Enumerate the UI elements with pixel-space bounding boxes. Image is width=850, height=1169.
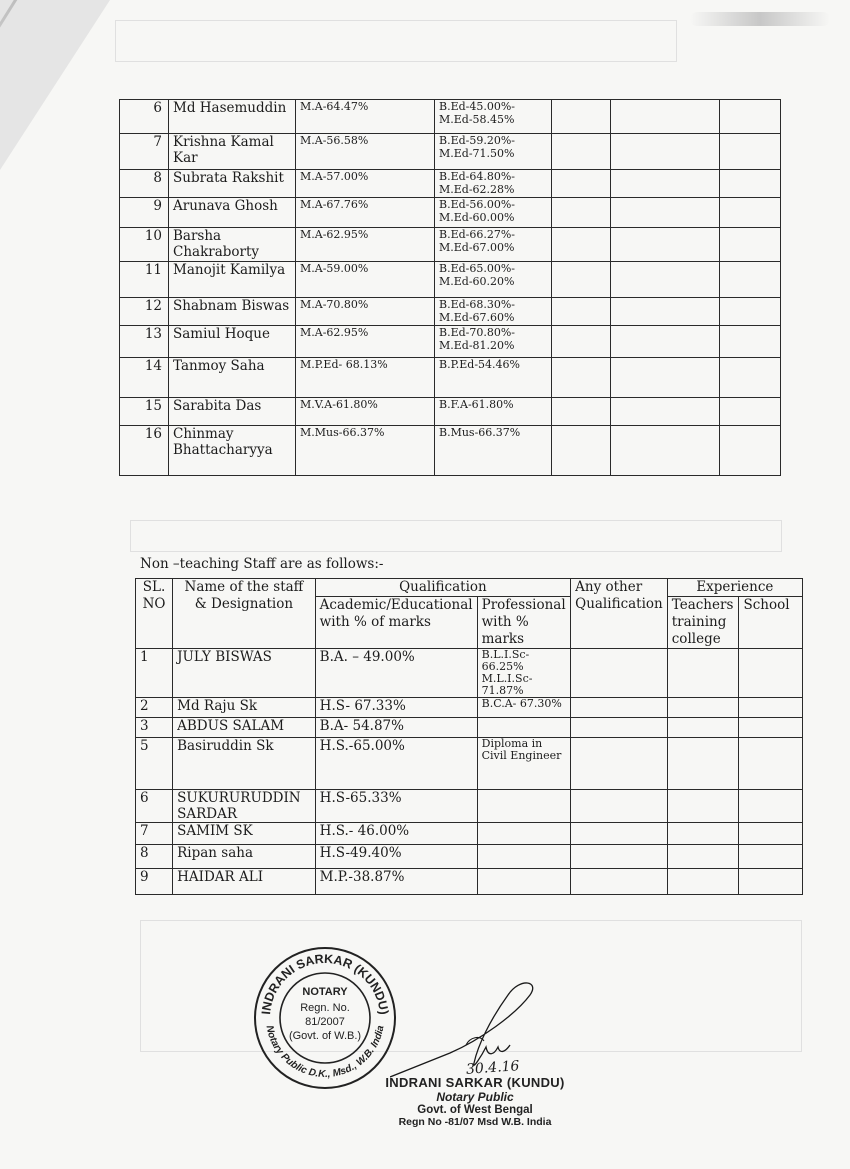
header-sl-no: SL. NO [136,579,173,649]
empty-cell [552,134,611,170]
empty-cell [739,845,803,869]
empty-cell [720,262,781,298]
ug-qualification-cell [435,134,552,170]
header-qualification: Qualification [315,579,570,597]
qualification-line: B.Mus-66.37% [439,426,521,439]
table-row [136,738,803,790]
ug-qualification-cell [435,170,552,198]
sl-cell: 13 [120,326,169,358]
empty-cell [611,426,720,476]
seal-inner-line: NOTARY [302,986,348,998]
seal-outer-text: INDRANI SARKAR (KUNDU) [259,951,391,1016]
ug-qualification-cell [435,326,552,358]
sl-cell: 16 [120,426,169,476]
seal-lower-text: Notary Public D.K., Msd., W.B. India [263,1024,387,1081]
sl-cell: 8 [136,845,173,869]
sl-cell: 11 [120,262,169,298]
empty-cell [552,262,611,298]
academic-cell: B.A- 54.87% [315,718,477,738]
name-cell: Ripan saha [173,845,316,869]
empty-cell [611,398,720,426]
empty-cell [739,823,803,845]
pg-qualification-cell: M.A-67.76% [296,198,435,228]
name-cell: Samiul Hoque [169,326,296,358]
qualification-line: M.Ed-60.00% [439,211,515,224]
academic-cell: B.A. – 49.00% [315,649,477,698]
name-cell: Barsha Chakraborty [169,228,296,262]
name-cell: Sarabita Das [169,398,296,426]
ug-qualification-cell [435,398,552,426]
empty-cell [611,100,720,134]
sl-cell: 2 [136,698,173,718]
sl-cell: 1 [136,649,173,698]
empty-cell [720,326,781,358]
academic-cell: H.S.-65.00% [315,738,477,790]
seal-inner-line: Regn. No. [300,1002,350,1014]
empty-cell [720,398,781,426]
empty-cell [667,790,739,823]
ug-qualification-cell [435,358,552,398]
notary-title: Notary Public [436,1090,514,1104]
qualification-line: B.Ed-59.20%- [439,134,516,147]
pg-qualification-cell: M.A-70.80% [296,298,435,326]
pg-qualification-cell: M.A-57.00% [296,170,435,198]
empty-cell [552,298,611,326]
ug-qualification-cell [435,298,552,326]
header-any-other-qualification: Any other Qualification [571,579,668,649]
header-experience: Experience [667,579,802,597]
qualification-line: B.Ed-68.30%- [439,298,516,311]
empty-cell [611,298,720,326]
ug-qualification-cell [435,100,552,134]
empty-cell [552,228,611,262]
ug-qualification-cell [435,228,552,262]
professional-cell [477,823,571,845]
empty-cell [720,100,781,134]
empty-cell [739,869,803,895]
empty-cell [739,698,803,718]
empty-cell [667,649,739,698]
name-cell: Chinmay Bhattacharyya [169,426,296,476]
name-cell: Subrata Rakshit [169,170,296,198]
table-row [120,426,781,476]
empty-cell [571,823,668,845]
academic-cell: M.P.-38.87% [315,869,477,895]
empty-cell [720,170,781,198]
show-through-grid [115,20,677,62]
empty-cell [667,869,739,895]
scan-smudge [690,12,830,26]
empty-cell [552,198,611,228]
empty-cell [739,718,803,738]
name-cell: ABDUS SALAM [173,718,316,738]
qualification-line: B.Ed-56.00%- [439,198,516,211]
qualification-line: B.Ed-66.27%- [439,228,516,241]
sl-cell: 7 [120,134,169,170]
empty-cell [571,790,668,823]
empty-cell [571,869,668,895]
empty-cell [667,823,739,845]
table-row [120,134,781,170]
table-row [120,358,781,398]
qualification-line: B.P.Ed-54.46% [439,358,520,371]
table-row [136,845,803,869]
name-cell: Krishna Kamal Kar [169,134,296,170]
show-through-grid [130,520,782,552]
empty-cell [552,326,611,358]
empty-cell [571,698,668,718]
empty-cell [667,845,739,869]
table-row [120,298,781,326]
name-cell: SAMIM SK [173,823,316,845]
qualification-line: M.Ed-58.45% [439,113,515,126]
table-row [120,170,781,198]
pg-qualification-cell: M.V.A-61.80% [296,398,435,426]
professional-cell [477,869,571,895]
empty-cell [720,134,781,170]
table-row [120,262,781,298]
sl-cell: 6 [120,100,169,134]
sl-cell: 5 [136,738,173,790]
sl-cell: 8 [120,170,169,198]
empty-cell [552,426,611,476]
table-row [136,869,803,895]
notary-stamp-block [370,1075,580,1128]
empty-cell [739,738,803,790]
empty-cell [667,738,739,790]
table-row [136,718,803,738]
empty-cell [667,698,739,718]
professional-cell [477,718,571,738]
table-row [136,698,803,718]
name-cell: Shabnam Biswas [169,298,296,326]
table-row [120,100,781,134]
sl-cell: 10 [120,228,169,262]
empty-cell [552,170,611,198]
empty-cell [611,262,720,298]
table-row [136,649,803,698]
name-cell: Arunava Ghosh [169,198,296,228]
empty-cell [552,358,611,398]
sl-cell: 9 [136,869,173,895]
qualification-line: B.Ed-45.00%- [439,100,516,113]
empty-cell [720,198,781,228]
sl-cell: 12 [120,298,169,326]
pg-qualification-cell: M.A-62.95% [296,326,435,358]
name-cell: SUKURURUDDIN SARDAR [173,790,316,823]
empty-cell [667,718,739,738]
qualification-line: B.Ed-65.00%- [439,262,516,275]
notary-seal [252,945,398,1091]
sl-cell: 15 [120,398,169,426]
empty-cell [571,718,668,738]
professional-cell: B.L.I.Sc- 66.25% M.L.I.Sc-71.87% [477,649,571,698]
table-row [136,790,803,823]
professional-cell: B.C.A- 67.30% [477,698,571,718]
qualification-line: B.Ed-64.80%- [439,170,516,183]
academic-cell: H.S-65.33% [315,790,477,823]
pg-qualification-cell: M.P.Ed- 68.13% [296,358,435,398]
qualification-line: M.Ed-71.50% [439,147,515,160]
header-name-designation: Name of the staff & Designation [173,579,316,649]
table-row [120,228,781,262]
empty-cell [611,228,720,262]
table-row [120,198,781,228]
qualification-line: M.Ed-67.60% [439,311,515,324]
empty-cell [611,170,720,198]
sl-cell: 9 [120,198,169,228]
pg-qualification-cell: M.A-59.00% [296,262,435,298]
name-cell: Manojit Kamilya [169,262,296,298]
table-row [120,398,781,426]
name-cell: Md Raju Sk [173,698,316,718]
empty-cell [739,790,803,823]
sl-cell: 3 [136,718,173,738]
pg-qualification-cell: M.Mus-66.37% [296,426,435,476]
seal-inner-line: 81/2007 [305,1016,345,1028]
empty-cell [611,326,720,358]
empty-cell [552,398,611,426]
ug-qualification-cell [435,426,552,476]
pg-qualification-cell: M.A-64.47% [296,100,435,134]
qualification-line: B.F.A-61.80% [439,398,514,411]
professional-cell [477,845,571,869]
name-cell: Md Hasemuddin [169,100,296,134]
qualification-line: M.Ed-60.20% [439,275,515,288]
name-cell: Tanmoy Saha [169,358,296,398]
name-cell: Basiruddin Sk [173,738,316,790]
non-teaching-staff-table [135,578,803,895]
header-teachers-training: Teachers training college [667,597,739,649]
qualification-line: M.Ed-62.28% [439,183,515,196]
sl-cell: 7 [136,823,173,845]
folded-corner-shadow [0,0,110,170]
qualification-line: M.Ed-81.20% [439,339,515,352]
empty-cell [720,358,781,398]
notary-registration: Regn No -81/07 Msd W.B. India [398,1116,552,1128]
empty-cell [571,738,668,790]
table-row [136,823,803,845]
academic-cell: H.S.- 46.00% [315,823,477,845]
teaching-staff-table [119,99,781,476]
header-school: School [739,597,803,649]
qualification-line: M.Ed-67.00% [439,241,515,254]
sl-cell: 6 [136,790,173,823]
academic-cell: H.S-49.40% [315,845,477,869]
header-professional: Professional with % marks [477,597,571,649]
empty-cell [611,134,720,170]
empty-cell [571,649,668,698]
professional-cell [477,790,571,823]
signature-date: 30.4.16 [465,1058,520,1078]
pg-qualification-cell: M.A-56.58% [296,134,435,170]
empty-cell [720,298,781,326]
notary-government: Govt. of West Bengal [417,1104,533,1116]
empty-cell [739,649,803,698]
empty-cell [720,426,781,476]
empty-cell [720,228,781,262]
name-cell: HAIDAR ALI [173,869,316,895]
notary-name: INDRANI SARKAR (KUNDU) [385,1075,565,1090]
academic-cell: H.S- 67.33% [315,698,477,718]
empty-cell [611,198,720,228]
table-row [120,326,781,358]
non-teaching-heading: Non –teaching Staff are as follows:- [140,556,384,572]
sl-cell: 14 [120,358,169,398]
name-cell: JULY BISWAS [173,649,316,698]
qualification-line: B.Ed-70.80%- [439,326,516,339]
header-academic: Academic/Educational with % of marks [315,597,477,649]
empty-cell [611,358,720,398]
empty-cell [552,100,611,134]
ug-qualification-cell [435,198,552,228]
ug-qualification-cell [435,262,552,298]
pg-qualification-cell: M.A-62.95% [296,228,435,262]
seal-inner-line: (Govt. of W.B.) [288,1030,362,1042]
empty-cell [571,845,668,869]
professional-cell: Diploma in Civil Engineer [477,738,571,790]
